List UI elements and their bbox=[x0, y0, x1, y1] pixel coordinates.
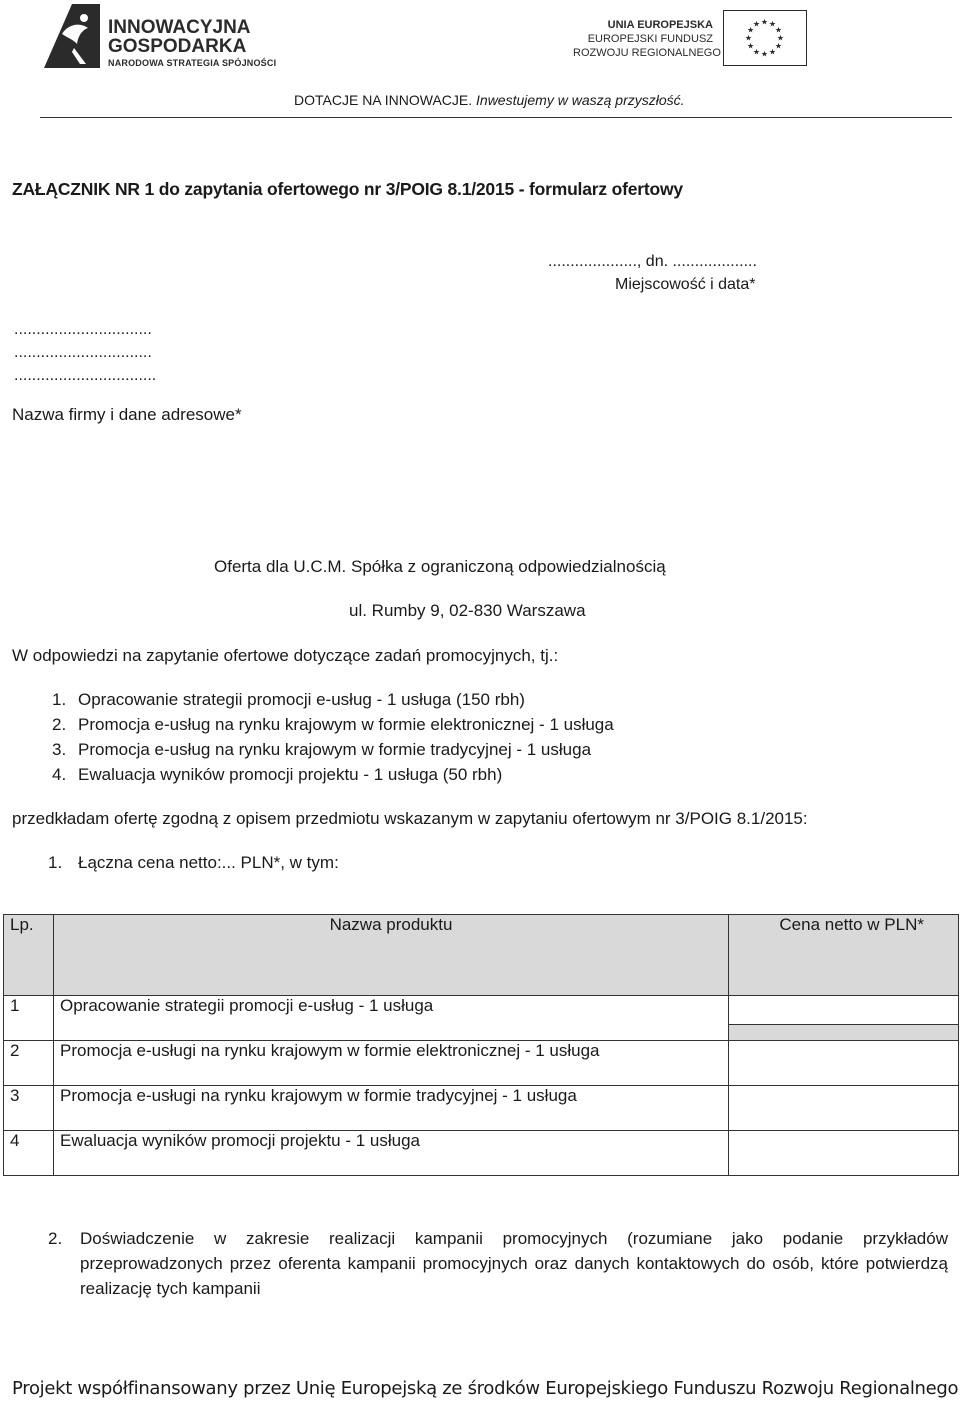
price-input[interactable] bbox=[729, 996, 958, 1025]
offer-table bbox=[3, 914, 959, 1176]
task-number: 2. bbox=[52, 715, 67, 734]
task-text: Ewaluacja wyników promocji projektu - 1 usługa (50 rbh) bbox=[78, 765, 503, 784]
eu-star-icon: ★ bbox=[752, 19, 761, 29]
eu-star-icon: ★ bbox=[774, 25, 782, 35]
eu-logo-line-2: EUROPEJSKI FUNDUSZ bbox=[587, 33, 713, 45]
row-price-cell[interactable] bbox=[729, 996, 959, 1041]
place-date-field[interactable]: ...................., dn. ................... bbox=[548, 253, 757, 270]
company-name-field[interactable]: ............................... bbox=[14, 321, 152, 338]
task-text: Promocja e-usług na rynku krajowym w formie tradycyjnej - 1 usługa bbox=[78, 740, 592, 759]
logo-line-1: INNOWACYJNA bbox=[108, 17, 251, 38]
row-price-cell[interactable] bbox=[729, 1041, 959, 1086]
column-header-product: Nazwa produktu bbox=[54, 915, 729, 996]
company-address-field[interactable]: ............................... bbox=[14, 344, 152, 361]
row-product: Ewaluacja wyników promocji projektu - 1 usługa bbox=[54, 1131, 729, 1176]
eu-logo bbox=[573, 10, 813, 70]
logo-subtitle: NARODOWA STRATEGIA SPÓJNOŚCI bbox=[108, 58, 277, 68]
task-number: 4. bbox=[52, 765, 67, 784]
row-lp: 4 bbox=[4, 1131, 54, 1176]
intro-text: W odpowiedzi na zapytanie ofertowe dotyczące zadań promocyjnych, tj.: bbox=[12, 646, 559, 665]
task-text: Promocja e-usług na rynku krajowym w formie elektronicznej - 1 usługa bbox=[78, 715, 614, 734]
experience-section bbox=[48, 1226, 948, 1301]
eu-star-icon: ★ bbox=[747, 25, 755, 35]
recipient-address: ul. Rumby 9, 02-830 Warszawa bbox=[349, 601, 586, 620]
section-text: Doświadczenie w zakresie realizacji kampanii promocyjnych (rozumiane jako podanie przykładów przeprowadzonych przez oferenta kampanii promocyjnych oraz danych kontaktowych do osób, które potwierdzą realizację tych kampanii bbox=[80, 1229, 948, 1298]
eu-star-icon: ★ bbox=[760, 17, 769, 27]
table-row bbox=[4, 1041, 959, 1086]
eu-star-icon: ★ bbox=[776, 33, 785, 43]
row-product: Opracowanie strategii promocji e-usług - 1 usługa bbox=[54, 996, 729, 1041]
eu-logo-line-3: ROZWOJU REGIONALNEGO bbox=[573, 47, 721, 59]
row-lp: 2 bbox=[4, 1041, 54, 1086]
logo-line-2: GOSPODARKA bbox=[108, 36, 247, 57]
company-label: Nazwa firmy i dane adresowe* bbox=[12, 405, 242, 424]
eu-star-icon: ★ bbox=[752, 47, 761, 57]
tagline bbox=[294, 92, 685, 108]
footer-text: Projekt współfinansowany przez Unię Europejską ze środków Europejskiego Funduszu Rozwoju Regionalnego bbox=[12, 1378, 959, 1399]
column-header-price: Cena netto w PLN* bbox=[729, 915, 959, 996]
tagline-plain: DOTACJE NA INNOWACJE. bbox=[294, 92, 473, 108]
innowacyjna-gospodarka-logo bbox=[44, 4, 277, 70]
task-item bbox=[52, 765, 502, 785]
offer-statement: przedkładam ofertę zgodną z opisem przedmiotu wskazanym w zapytaniu ofertowym nr 3/POIG 8.1/2015: bbox=[12, 809, 808, 828]
row-product: Promocja e-usługi na rynku krajowym w formie tradycyjnej - 1 usługa bbox=[54, 1086, 729, 1131]
column-header-lp: Lp. bbox=[4, 915, 54, 996]
eu-star-icon: ★ bbox=[774, 41, 782, 51]
table-row bbox=[4, 1086, 959, 1131]
task-number: 3. bbox=[52, 740, 67, 759]
place-date-label: Miejscowość i data* bbox=[615, 276, 756, 293]
row-price-cell[interactable] bbox=[729, 1131, 959, 1176]
header-divider bbox=[40, 117, 952, 118]
eu-star-icon: ★ bbox=[768, 19, 777, 29]
row-product: Promocja e-usługi na rynku krajowym w formie elektronicznej - 1 usługa bbox=[54, 1041, 729, 1086]
eu-star-icon: ★ bbox=[744, 33, 753, 43]
row-price-cell[interactable] bbox=[729, 1086, 959, 1131]
tagline-italic: Inwestujemy w waszą przyszłość. bbox=[472, 92, 685, 108]
eu-star-icon: ★ bbox=[768, 47, 777, 57]
document-title: ZAŁĄCZNIK NR 1 do zapytania ofertowego nr 3/POIG 8.1/2015 - formularz ofertowy bbox=[12, 179, 683, 199]
total-price-line[interactable] bbox=[48, 853, 339, 873]
innowacyjna-gospodarka-emblem-icon bbox=[44, 4, 100, 68]
task-number: 1. bbox=[52, 690, 67, 709]
row-lp: 1 bbox=[4, 996, 54, 1041]
task-item bbox=[52, 715, 614, 735]
company-address-field-2[interactable]: ................................ bbox=[14, 367, 157, 384]
eu-star-icon: ★ bbox=[760, 49, 769, 59]
eu-flag-icon bbox=[723, 10, 807, 66]
table-row bbox=[4, 996, 959, 1041]
task-item bbox=[52, 690, 525, 710]
section-number: 2. bbox=[48, 1229, 63, 1248]
eu-logo-line-1: UNIA EUROPEJSKA bbox=[607, 19, 713, 31]
total-text: Łączna cena netto:... PLN*, w tym: bbox=[78, 853, 339, 872]
task-text: Opracowanie strategii promocji e-usług - 1 usługa (150 rbh) bbox=[78, 690, 525, 709]
table-header-row bbox=[4, 915, 959, 996]
task-item bbox=[52, 740, 591, 760]
row-lp: 3 bbox=[4, 1086, 54, 1131]
recipient-name: Oferta dla U.C.M. Spółka z ograniczoną odpowiedzialnością bbox=[214, 557, 666, 576]
table-row bbox=[4, 1131, 959, 1176]
total-number: 1. bbox=[48, 853, 63, 872]
eu-star-icon: ★ bbox=[747, 41, 755, 51]
